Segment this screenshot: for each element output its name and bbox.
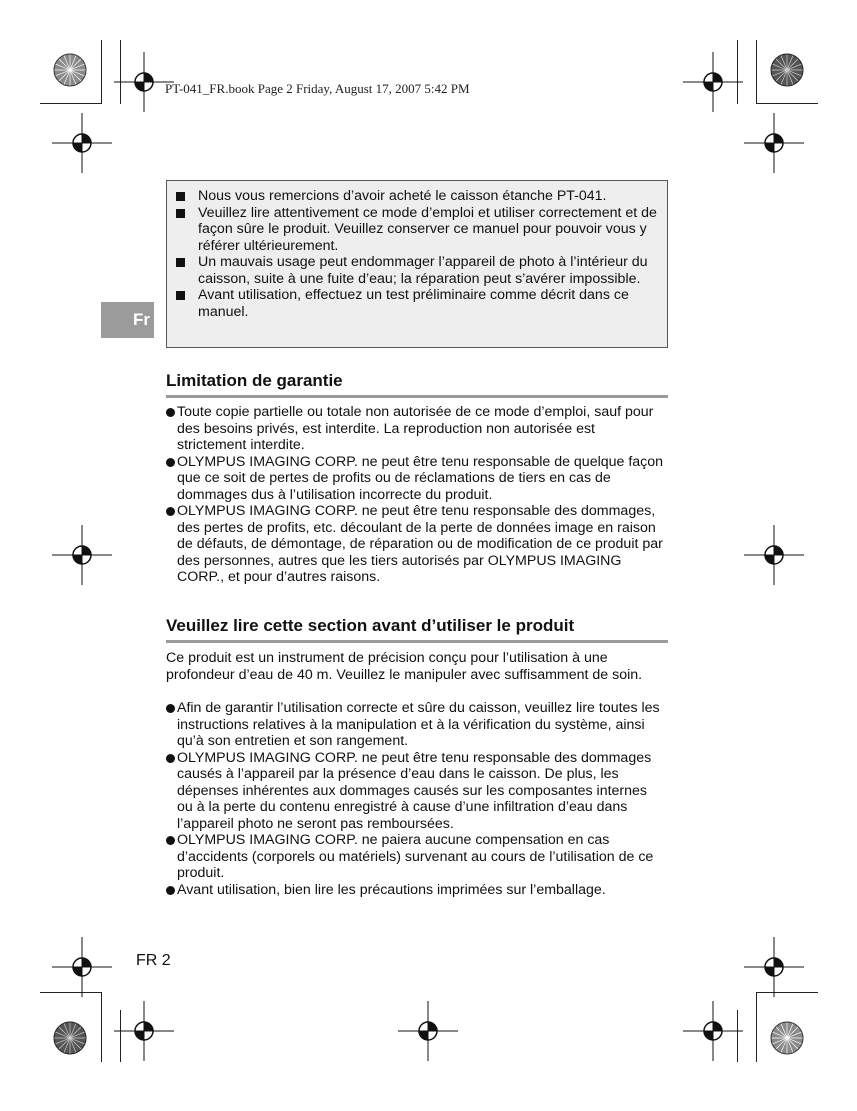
registration-mark-icon bbox=[683, 1001, 743, 1061]
crop-mark bbox=[40, 103, 102, 104]
round-bullet-icon bbox=[166, 408, 175, 417]
section-rule bbox=[166, 640, 668, 643]
section-title-read-first: Veuillez lire cette section avant d’utiliser le produit bbox=[166, 616, 575, 635]
round-bullet-icon bbox=[166, 458, 175, 467]
notice-box bbox=[166, 180, 668, 348]
starburst-rosette-icon bbox=[53, 53, 87, 87]
list-item: OLYMPUS IMAGING CORP. ne peut être tenu responsable de quelque façon que ce soit de pertes de profits ou de réclamations de tiers en cas de dommages dus à l’utilisation incorrecte du produit. bbox=[166, 454, 666, 504]
starburst-rosette-icon bbox=[770, 1021, 804, 1055]
warranty-list bbox=[166, 404, 666, 586]
read-first-list bbox=[166, 700, 666, 898]
square-bullet-icon bbox=[176, 192, 185, 201]
square-bullet-icon bbox=[176, 209, 185, 218]
crop-mark bbox=[101, 40, 102, 104]
crop-mark bbox=[756, 40, 757, 104]
registration-mark-icon bbox=[52, 937, 112, 997]
starburst-rosette-icon bbox=[770, 53, 804, 87]
notice-item: Nous vous remercions d’avoir acheté le caisson étanche PT-041. bbox=[175, 188, 659, 205]
registration-mark-icon bbox=[114, 1001, 174, 1061]
registration-mark-icon bbox=[398, 1001, 458, 1061]
list-item: Toute copie partielle ou totale non autorisée de ce mode d’emploi, sauf pour des besoins privés, est interdite. La reproduction non autorisée est strictement interdite. bbox=[166, 404, 666, 454]
registration-mark-icon bbox=[52, 113, 112, 173]
language-tab: Fr bbox=[101, 302, 154, 338]
notice-item: Veuillez lire attentivement ce mode d’emploi et utiliser correctement et de façon sûre le produit. Veuillez conserver ce manuel pour pouvoir vous y référer ultérieurement. bbox=[175, 205, 659, 255]
starburst-rosette-icon bbox=[53, 1021, 87, 1055]
round-bullet-icon bbox=[166, 704, 175, 713]
round-bullet-icon bbox=[166, 836, 175, 845]
list-item: OLYMPUS IMAGING CORP. ne paiera aucune compensation en cas d’accidents (corporels ou matériels) survenant au cours de l’utilisation de ce produit. bbox=[166, 832, 666, 882]
notice-item: Avant utilisation, effectuez un test préliminaire comme décrit dans ce manuel. bbox=[175, 287, 659, 320]
intro-paragraph: Ce produit est un instrument de précision conçu pour l’utilisation à une profondeur d’eau de 40 m. Veuillez le manipuler avec suffisamment de soin. bbox=[166, 650, 643, 683]
registration-mark-icon bbox=[52, 525, 112, 585]
list-item: Avant utilisation, bien lire les précautions imprimées sur l’emballage. bbox=[166, 882, 666, 899]
notice-item: Un mauvais usage peut endommager l’appareil de photo à l’intérieur du caisson, suite à une fuite d’eau; la réparation peut s’avérer impossible. bbox=[175, 254, 659, 287]
list-item: Afin de garantir l’utilisation correcte et sûre du caisson, veuillez lire toutes les instructions relatives à la manipulation et à la vérification du système, ainsi qu’à son entretien et son rangement. bbox=[166, 700, 666, 750]
square-bullet-icon bbox=[176, 291, 185, 300]
registration-mark-icon bbox=[683, 52, 743, 112]
print-header: PT-041_FR.book Page 2 Friday, August 17, 2007 5:42 PM bbox=[165, 81, 470, 96]
round-bullet-icon bbox=[166, 507, 175, 516]
square-bullet-icon bbox=[176, 258, 185, 267]
crop-mark bbox=[756, 992, 757, 1062]
registration-mark-icon bbox=[744, 937, 804, 997]
list-item: OLYMPUS IMAGING CORP. ne peut être tenu responsable des dommages, des pertes de profits, etc. découlant de la perte de données image en raison de défauts, de démontage, de réparation ou de modification de ce produit par des personnes, autres que les tiers autorisés par OLYMPUS IMAGING CORP., et pour d’autres raisons. bbox=[166, 503, 666, 586]
round-bullet-icon bbox=[166, 754, 175, 763]
crop-mark bbox=[101, 992, 102, 1062]
registration-mark-icon bbox=[744, 525, 804, 585]
list-item: OLYMPUS IMAGING CORP. ne peut être tenu responsable des dommages causés à l’appareil par la présence d’eau dans le caisson. De plus, les dépenses inhérentes aux dommages causés sur les composantes internes ou à la perte du contenu enregistré à cause d’une infiltration d’eau dans l’appareil photo ne seront pas remboursées. bbox=[166, 750, 666, 833]
registration-mark-icon bbox=[744, 113, 804, 173]
round-bullet-icon bbox=[166, 886, 175, 895]
crop-mark bbox=[756, 103, 818, 104]
section-title-warranty: Limitation de garantie bbox=[166, 371, 343, 390]
page-number: FR 2 bbox=[136, 952, 171, 969]
section-rule bbox=[166, 395, 668, 398]
